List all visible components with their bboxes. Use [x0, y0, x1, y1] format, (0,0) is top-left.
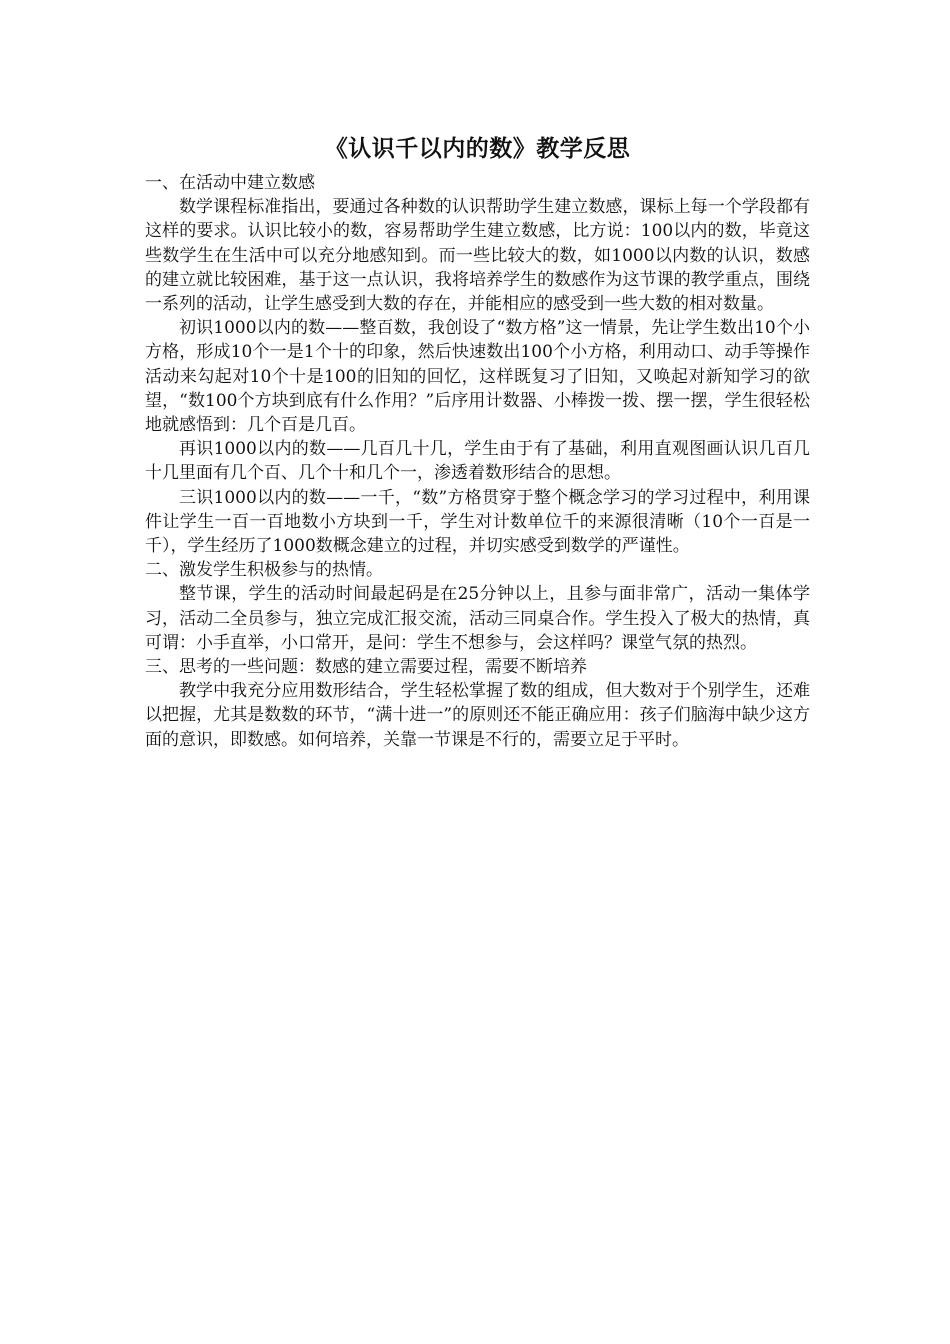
section-heading-1: 一、在活动中建立数感 [145, 173, 315, 193]
section-1-paragraph-4: 三识1000以内的数——一千，“数”方格贯穿于整个概念学习的学习过程中，利用课件让学生一百一百地数小方块到一千，学生对计数单位千的来源很清晰（10个一百是一千），学生经历了1000数概念建立的过程，并切实感受到数学的严谨性。 [145, 487, 810, 557]
section-1-paragraph-3: 再识1000以内的数——几百几十几，学生由于有了基础，利用直观图画认识几百几十几里面有几个百、几个十和几个一，渗透着数形结合的思想。 [145, 439, 810, 484]
section-1-paragraph-2: 初识1000以内的数——整百数，我创设了“数方格”这一情景，先让学生数出10个小方格，形成10个一是1个十的印象，然后快速数出100个小方格，利用动口、动手等操作活动来勾起对10个十是100的旧知的回忆，这样既复习了旧知，又唤起对新知学习的欲望，“数100个方块到底有什么作用？”后序用计数器、小棒拨一拨、摆一摆，学生很轻松地就感悟到：几个百是几百。 [145, 318, 810, 436]
section-heading-2: 二、激发学生积极参与的热情。 [145, 560, 383, 581]
document-body [145, 133, 810, 752]
section-3-paragraph-1: 教学中我充分应用数形结合，学生轻松掌握了数的组成，但大数对于个别学生，还难以把握，尤其是数数的环节，“满十进一”的原则还不能正确应用：孩子们脑海中缺少这方面的意识，即数感。如何培养，关靠一节课是不行的，需要立足于平时。 [145, 681, 810, 750]
section-1-paragraph-1: 数学课程标准指出，要通过各种数的认识帮助学生建立数感，课标上每一个学段都有这样的要求。认识比较小的数，容易帮助学生建立数感，比方说：100以内的数，毕竟这些数学生在生活中可以充分地感知到。而一些比较大的数，如1000以内数的认识，数感的建立就比较困难，基于这一点认识，我将培养学生的数感作为这节课的教学重点，围绕一系列的活动，让学生感受到大数的存在，并能相应的感受到一些大数的相对数量。 [145, 197, 810, 315]
section-heading-3: 三、思考的一些问题：数感的建立需要过程，需要不断培养 [145, 657, 587, 678]
document-title: 《认识千以内的数》教学反思 [324, 135, 631, 162]
section-2-paragraph-1: 整节课，学生的活动时间最起码是在25分钟以上，且参与面非常广，活动一集体学习，活动二全员参与，独立完成汇报交流，活动三同桌合作。学生投入了极大的热情，真可谓：小手直举，小口常开，是问：学生不想参与，会这样吗？课堂气氛的热烈。 [145, 584, 810, 653]
